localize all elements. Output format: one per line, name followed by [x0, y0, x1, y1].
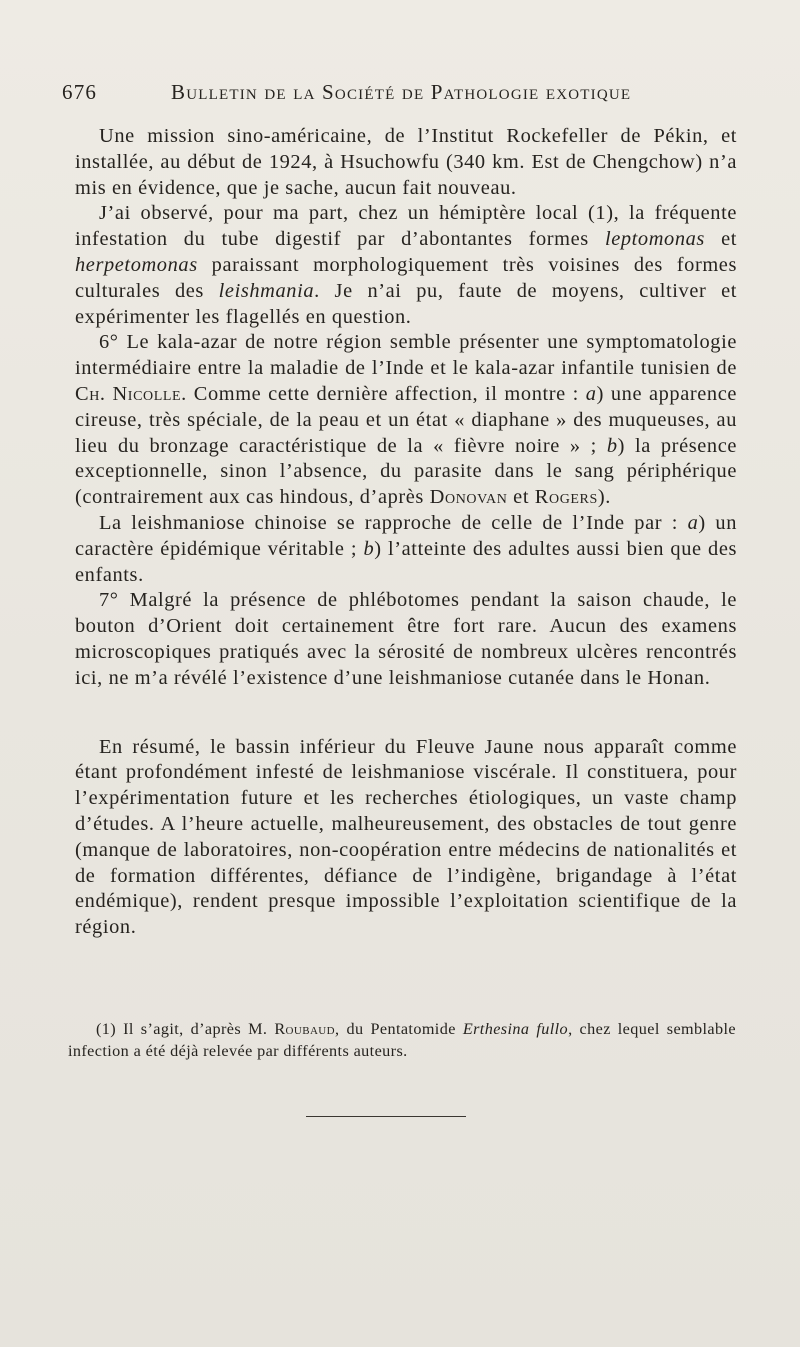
text-run: . Je n’ai pu, faute de moyens, cultiver et expérimenter les flagellés en question. — [75, 279, 737, 328]
text-run: ) une apparence cireuse, très spéciale, de la peau et un état « diaphane » des muqueuses, au lieu du bronzage caractéristique de la « fièvre noire » ; — [75, 382, 737, 457]
journal-title: Bulletin de la Société de Pathologie exotique — [171, 80, 632, 104]
species-name: Erthesina fullo — [462, 1020, 569, 1038]
text-run: . Comme cette dernière affection, il montre : — [181, 382, 586, 405]
paragraph-resume: En résumé, le bassin inférieur du Fleuve Jaune nous apparaît comme étant profondément infesté de leishmaniose viscérale. Il constituera, pour l’expérimentation future et les recherches étiologiques, un vaste champ d’études. A l’heure actuelle, malheureusement, des obstacles de tout genre (manque de laboratoires, non-coopération entre médecins de nationalités et de formation différentes, défiance de l’indigène, brigandage à l’état endémique), rendent presque impossible l’exploitation scientifique de la région. — [75, 735, 737, 939]
paragraph-kala-azar — [75, 330, 737, 511]
item-letter: b — [363, 537, 375, 560]
text-run: ) la présence exceptionnelle, sinon l’absence, du parasite dans le sang périphérique (contrairement aux cas hindous, d’après — [75, 434, 737, 509]
term-herpetomonas: herpetomonas — [75, 253, 198, 276]
paragraph-mission: Une mission sino-américaine, de l’Institut Rockefeller de Pékin, et installée, au début de 1924, à Hsuchowfu (340 km. Est de Chengchow) n’a mis en évidence, que je sache, aucun fait nouveau. — [75, 125, 737, 199]
end-rule — [306, 1116, 466, 1117]
text-run: , chez lequel semblable infection a été déjà relevée par différents auteurs. — [68, 1020, 736, 1060]
text-run: La leishmaniose chinoise se rapproche de celle de l’Inde par : — [99, 511, 688, 534]
term-leptomonas: leptomonas — [604, 228, 705, 251]
item-letter: a — [687, 511, 699, 534]
body-text — [75, 124, 737, 941]
text-run: 6° Le kala-azar de notre région semble présenter une symptomatologie intermédiaire entre la maladie de l’Inde et le kala-azar infantile tunisien de — [75, 331, 737, 380]
item-letter: a — [585, 382, 597, 405]
text-run: et — [507, 486, 535, 509]
paragraph-leishmaniose-chinoise — [75, 511, 737, 588]
paragraph-hemiptere — [75, 201, 737, 330]
text-run: (1) Il s’agit, d’après M. — [96, 1020, 275, 1038]
author-nicolle: Ch. Nicolle — [75, 382, 182, 405]
item-letter: b — [606, 434, 618, 457]
footnote-text — [68, 1018, 736, 1062]
text-run: ) l’atteinte des adultes aussi bien que des enfants. — [75, 537, 738, 586]
text-run: et — [704, 228, 737, 251]
text-run: J’ai observé, pour ma part, chez un hémiptère local (1), la fréquente infestation du tube digestif par d’abontantes formes — [75, 202, 737, 251]
page-number: 676 — [62, 80, 98, 104]
text-run: , du Pentatomide — [335, 1020, 463, 1038]
author-roubaud: Roubaud — [274, 1020, 335, 1038]
text-run: ) un caractère épidémique véritable ; — [75, 511, 737, 560]
footnote — [68, 1018, 736, 1062]
author-rogers: Rogers — [534, 486, 598, 509]
text-run: ). — [597, 486, 611, 509]
paragraph-bouton-orient: 7° Malgré la présence de phlébotomes pendant la saison chaude, le bouton d’Orient doit certainement être fort rare. Aucun des examens microscopiques pratiqués avec la sérosité de nombreux ulcères rencontrés ici, ne m’a révélé l’existence d’une leishmaniose cutanée dans le Honan. — [75, 589, 737, 689]
term-leishmania: leishmania — [218, 279, 315, 302]
text-run: paraissant morphologiquement très voisines des formes culturales des — [75, 253, 737, 302]
author-donovan: Donovan — [429, 486, 508, 509]
